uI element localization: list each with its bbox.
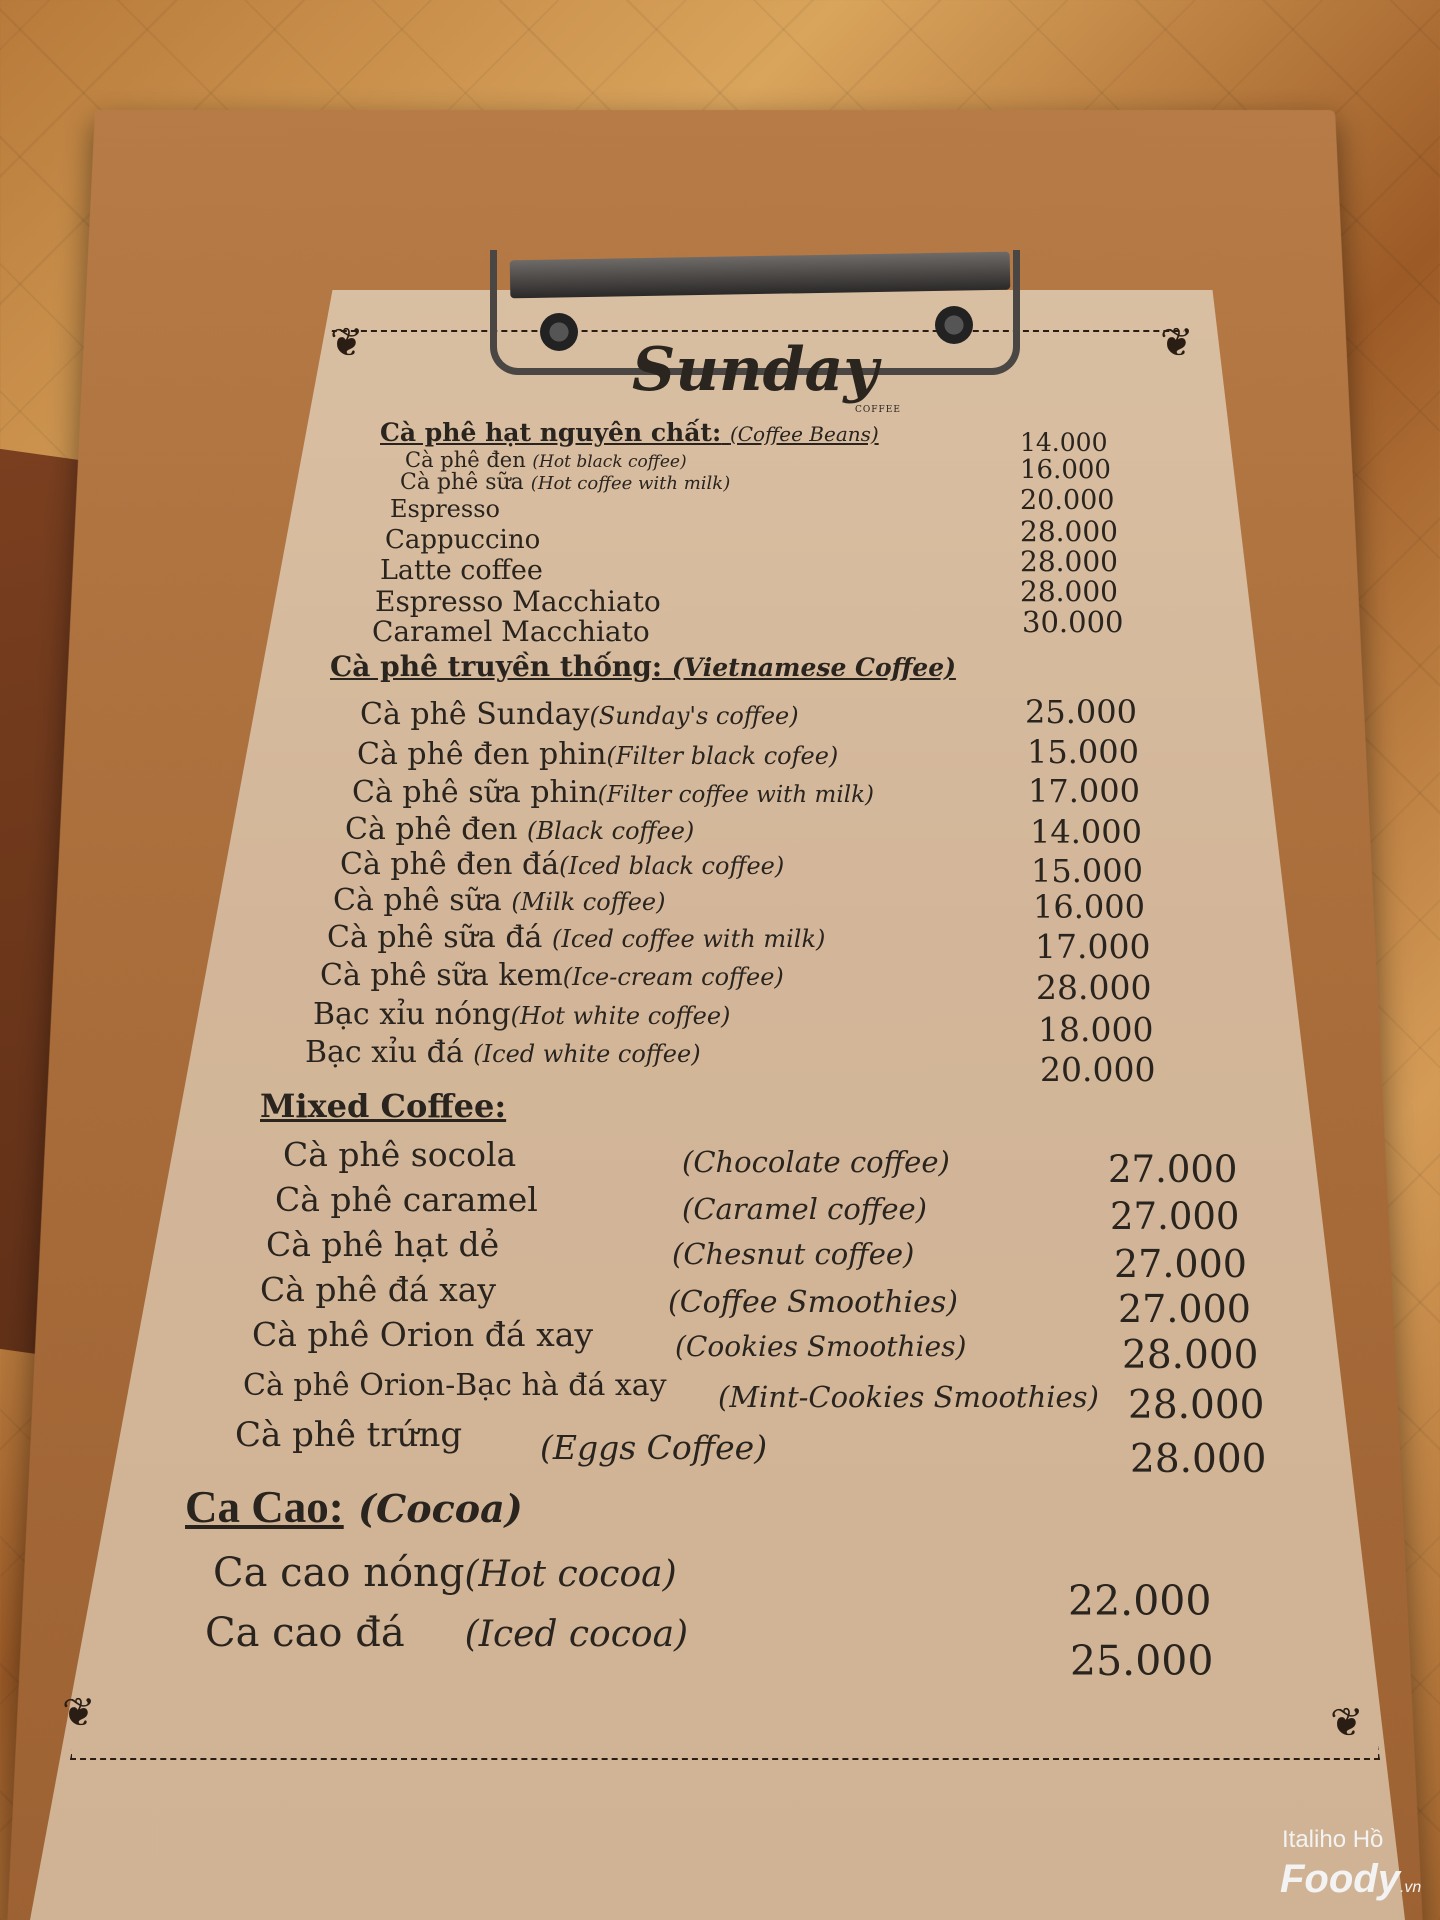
price: 16.000 bbox=[1033, 888, 1145, 926]
photo-author: Italiho Hồ bbox=[1282, 1826, 1384, 1853]
menu-item: Caramel Macchiato bbox=[372, 615, 650, 648]
menu-item: Cà phê đen (Black coffee) bbox=[345, 812, 695, 847]
price: 15.000 bbox=[1027, 733, 1139, 771]
menu-item: Cà phê caramel bbox=[275, 1180, 538, 1219]
price: 27.000 bbox=[1114, 1242, 1247, 1286]
price: 30.000 bbox=[1022, 605, 1124, 639]
menu-item: Cà phê sữa phin(Filter coffee with milk) bbox=[352, 775, 874, 810]
foody-logo: Foody.vn bbox=[1280, 1857, 1422, 1901]
section-cocoa-title: Ca Cao: (Cocoa) bbox=[185, 1482, 523, 1532]
price: 25.000 bbox=[1025, 693, 1137, 731]
menu-item-english: (Caramel coffee) bbox=[682, 1192, 927, 1226]
price: 25.000 bbox=[1070, 1637, 1214, 1685]
price: 28.000 bbox=[1122, 1333, 1259, 1378]
price: 20.000 bbox=[1020, 485, 1115, 516]
price: 27.000 bbox=[1118, 1287, 1251, 1331]
price: 28.000 bbox=[1020, 575, 1118, 608]
menu-item: Cappuccino bbox=[385, 525, 541, 555]
menu-item-english: (Mint-Cookies Smoothies) bbox=[718, 1380, 1099, 1414]
menu-item-english: (Chesnut coffee) bbox=[672, 1237, 915, 1271]
corner-ornament-icon: ❦ bbox=[330, 320, 364, 366]
price: 28.000 bbox=[1036, 968, 1152, 1007]
menu-item-english: (Cookies Smoothies) bbox=[675, 1330, 967, 1363]
menu-item-english: (Eggs Coffee) bbox=[540, 1428, 768, 1467]
price: 28.000 bbox=[1128, 1383, 1265, 1428]
price: 14.000 bbox=[1020, 428, 1108, 457]
menu-item: Cà phê Orion-Bạc hà đá xay bbox=[243, 1368, 667, 1403]
price: 15.000 bbox=[1031, 852, 1143, 890]
brand-sub: COFFEE bbox=[855, 405, 901, 415]
menu-item: Cà phê Orion đá xay bbox=[252, 1315, 594, 1354]
screw-icon bbox=[540, 313, 578, 351]
menu-item: Cà phê trứng bbox=[235, 1415, 463, 1455]
menu-item-english: (Coffee Smoothies) bbox=[668, 1285, 958, 1320]
menu-item: Cà phê sữa kem(Ice-cream coffee) bbox=[320, 958, 784, 993]
menu-item: Cà phê đen đá(Iced black coffee) bbox=[340, 847, 785, 882]
menu-item: Espresso Macchiato bbox=[375, 585, 661, 618]
price: 28.000 bbox=[1020, 515, 1118, 548]
menu-item: Ca cao đá (Iced cocoa) bbox=[205, 1610, 689, 1656]
menu-item: Cà phê Sunday(Sunday's coffee) bbox=[360, 697, 799, 732]
section-beans-title: Cà phê hạt nguyên chất: (Coffee Beans) bbox=[380, 418, 879, 447]
menu-item: Cà phê hạt dẻ bbox=[266, 1225, 500, 1264]
price: 14.000 bbox=[1030, 813, 1142, 851]
corner-ornament-icon: ❦ bbox=[1330, 1700, 1364, 1746]
brand-logo: Sunday bbox=[632, 335, 879, 405]
menu-item: Cà phê đá xay bbox=[260, 1270, 497, 1309]
menu-item: Bạc xỉu nóng(Hot white coffee) bbox=[313, 997, 731, 1032]
menu-item: Ca cao nóng(Hot cocoa) bbox=[213, 1550, 677, 1596]
menu-item: Espresso bbox=[390, 495, 500, 523]
price: 28.000 bbox=[1130, 1437, 1267, 1482]
price: 28.000 bbox=[1020, 545, 1118, 578]
price: 20.000 bbox=[1040, 1050, 1156, 1089]
price: 17.000 bbox=[1035, 927, 1151, 966]
menu-item: Latte coffee bbox=[380, 555, 543, 586]
price: 16.000 bbox=[1020, 455, 1111, 485]
section-traditional-title: Cà phê truyền thống: (Vietnamese Coffee) bbox=[330, 650, 956, 683]
corner-ornament-icon: ❦ bbox=[1160, 320, 1194, 366]
price: 22.000 bbox=[1068, 1577, 1212, 1625]
section-mixed-title: Mixed Coffee: bbox=[260, 1087, 507, 1125]
menu-item: Cà phê sữa (Milk coffee) bbox=[333, 883, 666, 918]
menu-item: Cà phê sữa đá (Iced coffee with milk) bbox=[327, 920, 826, 955]
menu-item: Cà phê sữa (Hot coffee with milk) bbox=[400, 470, 731, 495]
menu-item: Cà phê đen (Hot black coffee) bbox=[405, 448, 687, 472]
menu-item: Cà phê đen phin(Filter black cofee) bbox=[357, 737, 839, 772]
price: 27.000 bbox=[1108, 1148, 1238, 1191]
menu-item: Cà phê socola bbox=[283, 1135, 517, 1174]
price: 18.000 bbox=[1038, 1010, 1154, 1049]
screw-icon bbox=[935, 306, 973, 344]
menu-item-english: (Chocolate coffee) bbox=[682, 1145, 950, 1179]
menu-item: Bạc xỉu đá (Iced white coffee) bbox=[305, 1035, 701, 1070]
price: 27.000 bbox=[1110, 1195, 1240, 1238]
corner-ornament-icon: ❦ bbox=[62, 1690, 96, 1736]
price: 17.000 bbox=[1028, 772, 1140, 810]
